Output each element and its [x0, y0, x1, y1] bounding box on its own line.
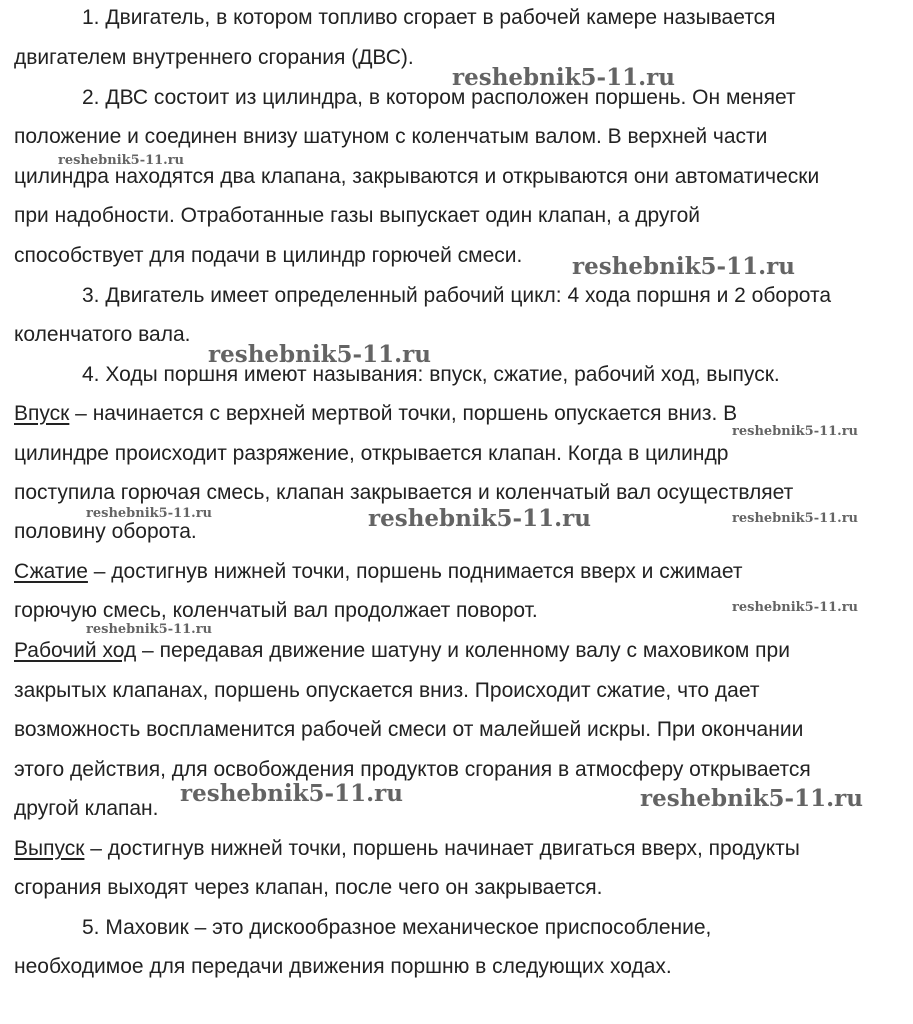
text-line: сгорания выходят через клапан, после чего он закрывается.: [14, 876, 603, 899]
text-line: положение и соединен внизу шатуном с коленчатым валом. В верхней части: [14, 125, 768, 148]
stroke-intake-line: [14, 400, 737, 428]
text-fragment: – достигнув нижней точки, поршень поднимается вверх и сжимает: [87, 560, 743, 583]
text-line: другой клапан.: [14, 797, 159, 820]
text-line: половину оборота.: [14, 520, 197, 543]
watermark: reshebnik5-11.ru: [732, 600, 859, 615]
watermark: reshebnik5-11.ru: [452, 64, 675, 91]
text-fragment: – передавая движение шатуну и коленному валу с маховиком при: [136, 639, 790, 662]
watermark: reshebnik5-11.ru: [58, 153, 185, 168]
text-line: при надобности. Отработанные газы выпускает один клапан, а другой: [14, 204, 701, 227]
text-fragment: – достигнув нижней точки, поршень начинает двигаться вверх, продукты: [84, 837, 800, 860]
watermark: reshebnik5-11.ru: [640, 785, 863, 812]
text-line: этого действия, для освобождения продуктов сгорания в атмосферу открывается: [14, 758, 811, 781]
watermark: reshebnik5-11.ru: [572, 253, 795, 280]
term-compression: Сжатие: [14, 560, 88, 583]
watermark: reshebnik5-11.ru: [86, 506, 213, 521]
text-line: способствует для подачи в цилиндр горючей смеси.: [14, 244, 523, 267]
text-line: 2. ДВС состоит из цилиндра, в котором расположен поршень. Он меняет: [82, 86, 796, 109]
text-line: 4. Ходы поршня имеют называния: впуск, сжатие, рабочий ход, выпуск.: [82, 363, 780, 386]
text-line: горючую смесь, коленчатый вал продолжает поворот.: [14, 599, 538, 622]
text-line: 1. Двигатель, в котором топливо сгорает в рабочей камере называется: [82, 6, 776, 29]
text-line: 5. Маховик – это дискообразное механическое приспособление,: [82, 916, 712, 939]
stroke-compression-line: [14, 558, 742, 586]
stroke-power-line: [14, 637, 790, 665]
watermark: reshebnik5-11.ru: [732, 511, 859, 526]
text-line: 3. Двигатель имеет определенный рабочий цикл: 4 хода поршня и 2 оборота: [82, 284, 832, 307]
stroke-exhaust-line: [14, 835, 800, 863]
watermark: reshebnik5-11.ru: [732, 424, 859, 439]
term-exhaust: Выпуск: [14, 837, 85, 860]
term-intake: Впуск: [14, 402, 70, 425]
watermark: reshebnik5-11.ru: [208, 341, 431, 368]
text-line: возможность воспламенится рабочей смеси от малейшей искры. При окончании: [14, 718, 804, 741]
text-line: цилиндра находятся два клапана, закрываются и открываются они автоматически: [14, 165, 820, 188]
watermark: reshebnik5-11.ru: [180, 780, 403, 807]
text-line: поступила горючая смесь, клапан закрывается и коленчатый вал осуществляет: [14, 481, 794, 504]
text-line: необходимое для передачи движения поршню в следующих ходах.: [14, 955, 672, 978]
text-line: двигателем внутреннего сгорания (ДВС).: [14, 46, 414, 69]
text-line: цилиндре происходит разряжение, открывается клапан. Когда в цилиндр: [14, 442, 729, 465]
text-fragment: – начинается с верхней мертвой точки, поршень опускается вниз. В: [69, 402, 738, 425]
text-line: закрытых клапанах, поршень опускается вниз. Происходит сжатие, что дает: [14, 679, 760, 702]
text-line: коленчатого вала.: [14, 323, 191, 346]
watermark: reshebnik5-11.ru: [368, 505, 591, 532]
watermark: reshebnik5-11.ru: [86, 622, 213, 637]
term-power: Рабочий ход: [14, 639, 137, 662]
